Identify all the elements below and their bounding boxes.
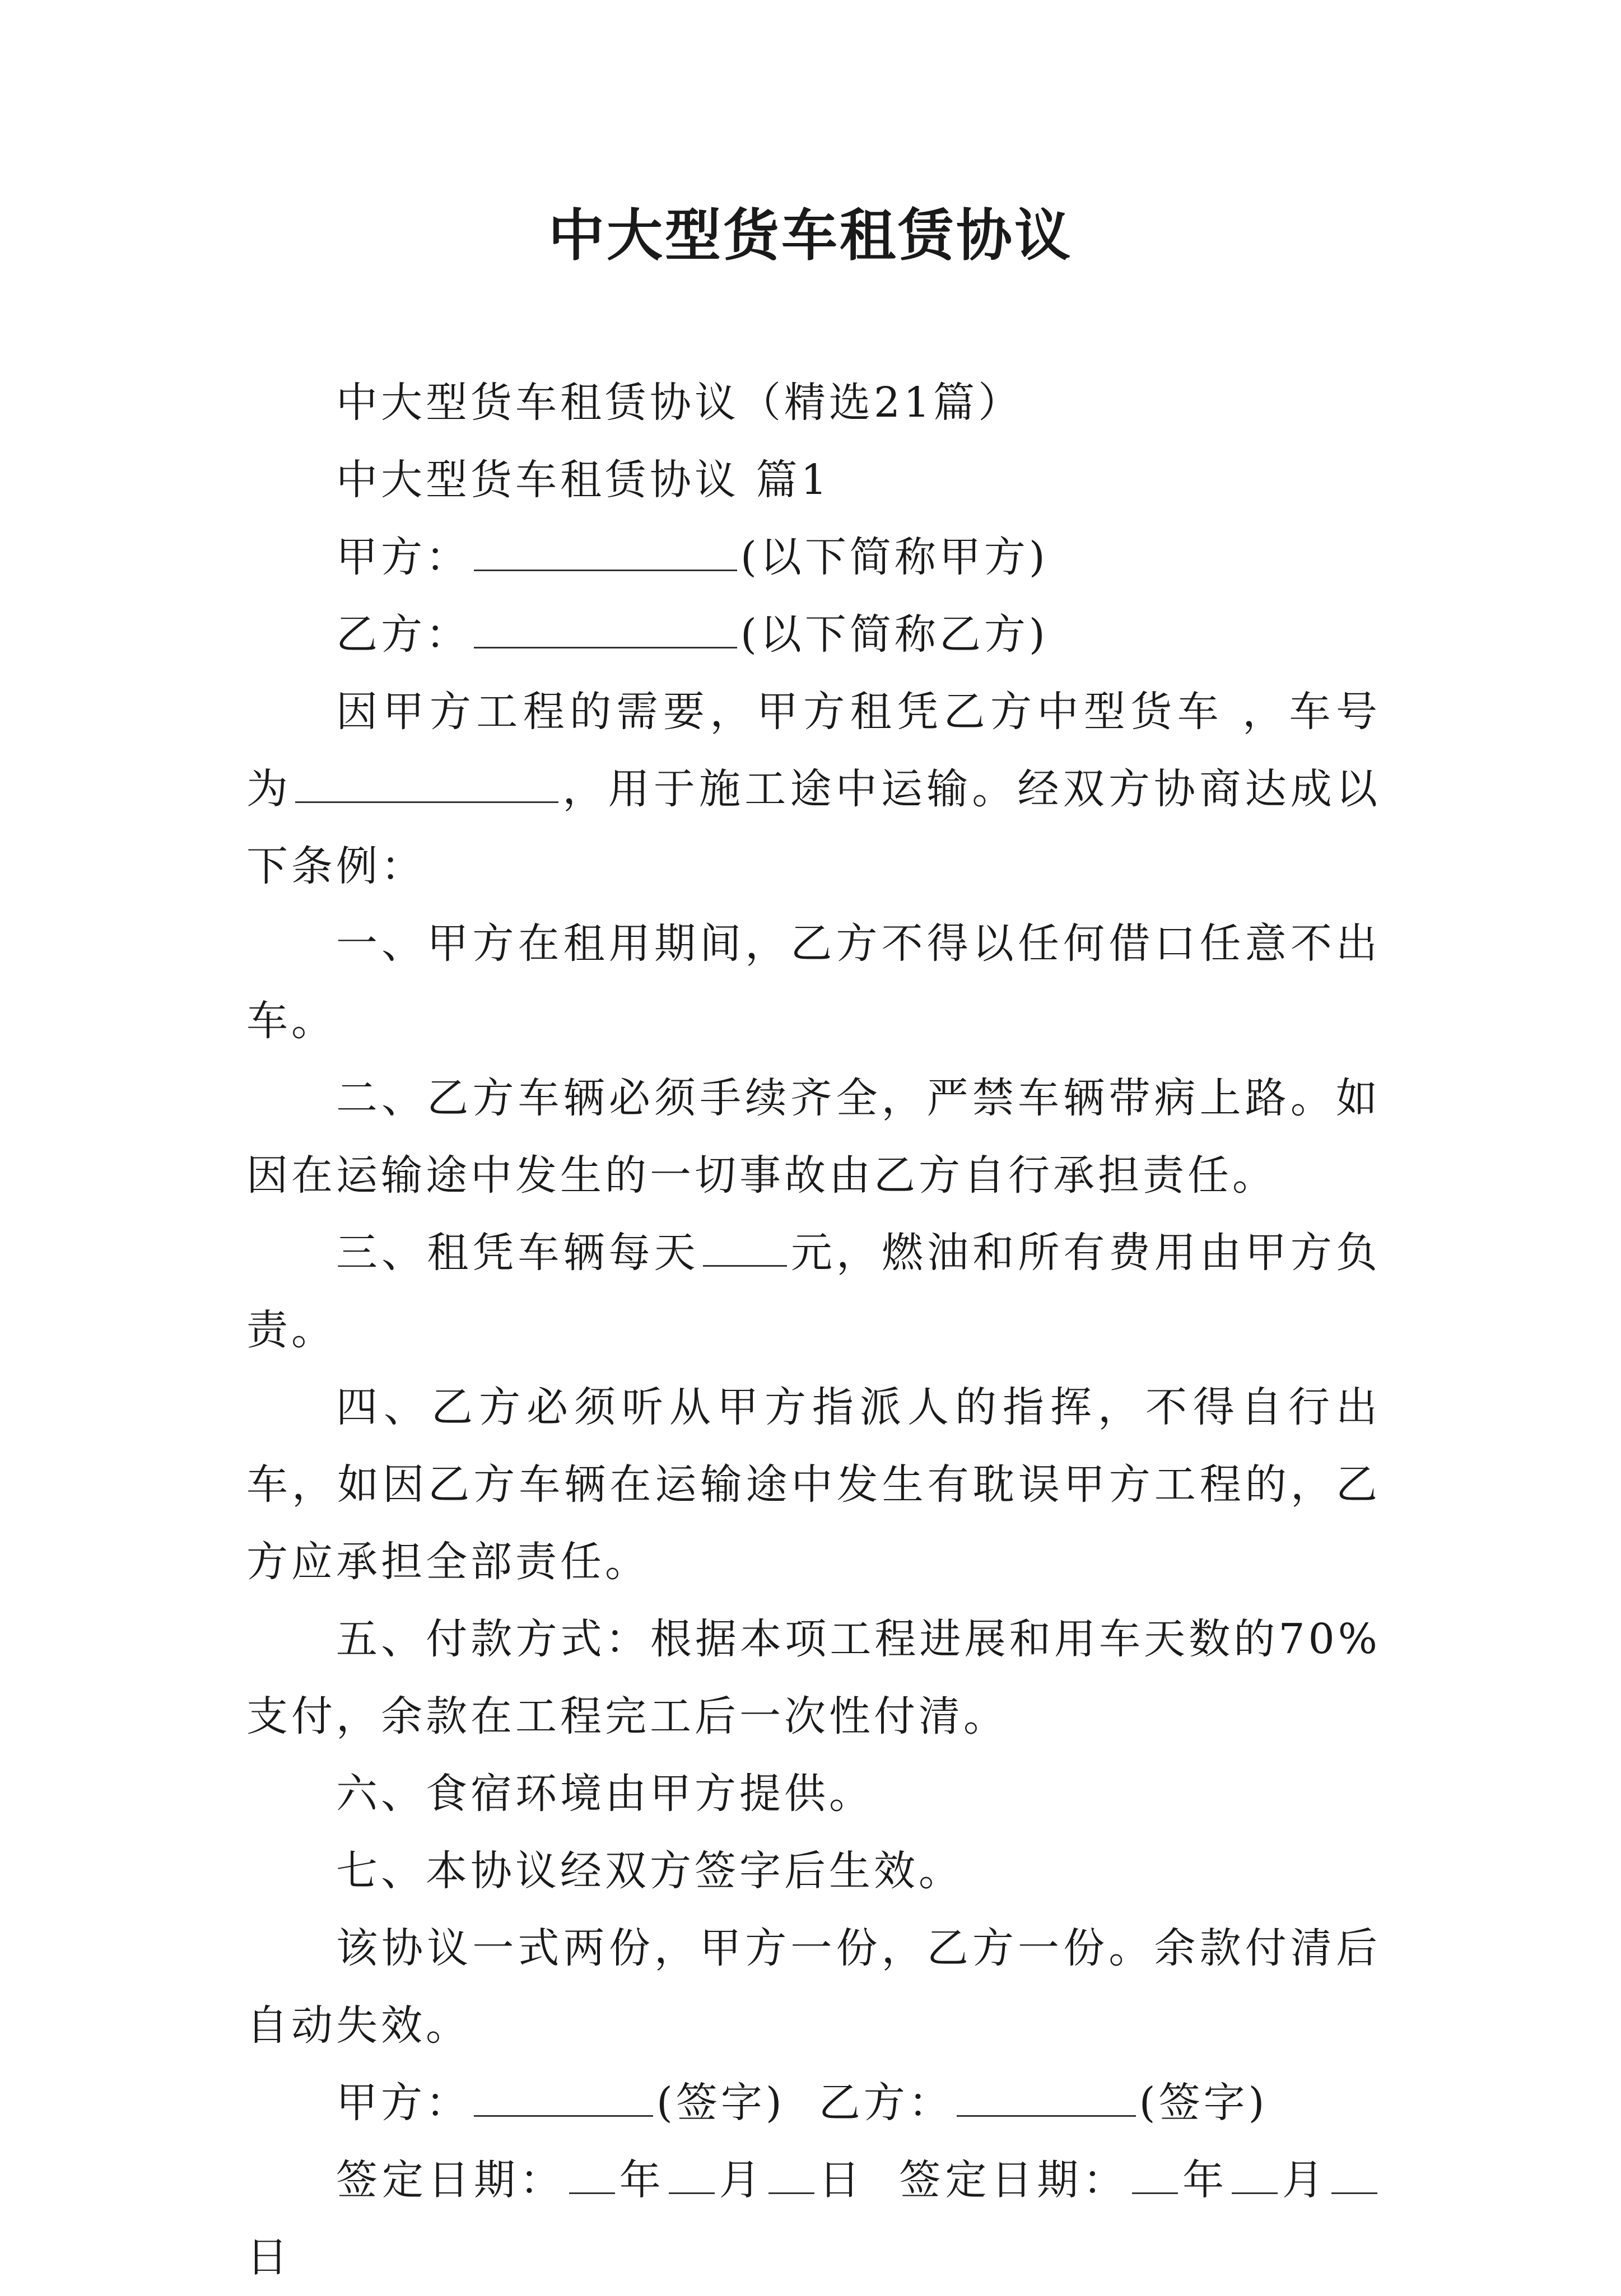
- signature-line: [246, 2064, 1381, 2141]
- document-title: 中大型货车租赁协议: [548, 202, 1073, 268]
- date-a-label: 签定日期：: [336, 2156, 566, 2204]
- sign-party-b-note: (签字): [1139, 2079, 1268, 2127]
- intro-part2: ，用于施工途中运输。经双方协商达成以下条例：: [246, 765, 1381, 890]
- date-b-label: 签定日期：: [898, 2156, 1129, 2204]
- sign-party-b-label: 乙方：: [818, 2079, 953, 2127]
- sign-party-a-note: (签字): [656, 2079, 785, 2127]
- sign-party-a-blank: [474, 2082, 653, 2117]
- intro-part1: 因甲方工程的需要，甲方租凭乙方中型货车 ，车号为: [246, 688, 1381, 813]
- document-body: [246, 364, 1381, 2296]
- date-b-month: 月: [1281, 2156, 1329, 2204]
- party-a-line: [246, 519, 1381, 596]
- date-a-day: 日: [817, 2156, 865, 2204]
- section-heading: [246, 441, 1381, 519]
- party-b-line: [246, 596, 1381, 673]
- clause-2: 二、乙方车辆必须手续齐全，严禁车辆带病上路。如因在运输途中发生的一切事故由乙方自行承担责任。: [246, 1074, 1381, 1200]
- party-b-label: 乙方：: [336, 610, 471, 659]
- clause-1: 一、甲方在租用期间，乙方不得以任何借口任意不出车。: [246, 920, 1381, 1045]
- date-b-day: 日: [246, 2233, 291, 2281]
- date-b-month-blank: [1232, 2159, 1278, 2194]
- date-a-month: 月: [718, 2156, 765, 2204]
- date-b-year: 年: [1181, 2156, 1229, 2204]
- date-line: [246, 2141, 1381, 2296]
- sign-party-b-blank: [957, 2082, 1136, 2117]
- date-a-year-blank: [569, 2159, 615, 2194]
- plate-number-blank: [295, 768, 558, 803]
- clause-3-part1: 三、租凭车辆每天: [336, 1229, 700, 1277]
- clause-4: 四、乙方必须听从甲方指派人的指挥，不得自行出车，如因乙方车辆在运输途中发生有耽误甲方工程的，乙方应承担全部责任。: [246, 1383, 1381, 1586]
- clause-6: 六、食宿环境由甲方提供。: [336, 1770, 874, 1818]
- clause-5: 五、付款方式：根据本项工程进展和用车天数的70%支付，余款在工程完工后一次性付清。: [246, 1615, 1381, 1740]
- copies-clause: 该协议一式两份，甲方一份，乙方一份。余款付清后自动失效。: [246, 1924, 1381, 2050]
- sign-party-a-label: 甲方：: [336, 2079, 471, 2127]
- party-b-suffix: (以下简称乙方): [740, 610, 1049, 659]
- date-a-year: 年: [618, 2156, 665, 2204]
- party-a-label: 甲方：: [336, 533, 471, 581]
- clause-3: [246, 1214, 1381, 1369]
- date-a-day-blank: [768, 2159, 814, 2194]
- daily-rent-blank: [703, 1231, 787, 1267]
- clause-7: 七、本协议经双方签字后生效。: [336, 1847, 963, 1895]
- date-a-month-blank: [669, 2159, 715, 2194]
- intro-paragraph: [246, 673, 1381, 905]
- party-a-blank: [474, 536, 737, 571]
- clause-3-part2: 元，燃油和所有费用由甲方负责。: [246, 1229, 1381, 1354]
- date-b-day-blank: [1331, 2159, 1377, 2194]
- subtitle-text: 中大型货车租赁协议（精选21篇）: [336, 379, 1023, 427]
- party-a-suffix: (以下简称甲方): [740, 533, 1049, 581]
- subtitle: [246, 364, 1381, 441]
- date-b-year-blank: [1132, 2159, 1178, 2194]
- section-heading-text: 中大型货车租赁协议 篇1: [336, 456, 831, 504]
- party-b-blank: [474, 613, 737, 648]
